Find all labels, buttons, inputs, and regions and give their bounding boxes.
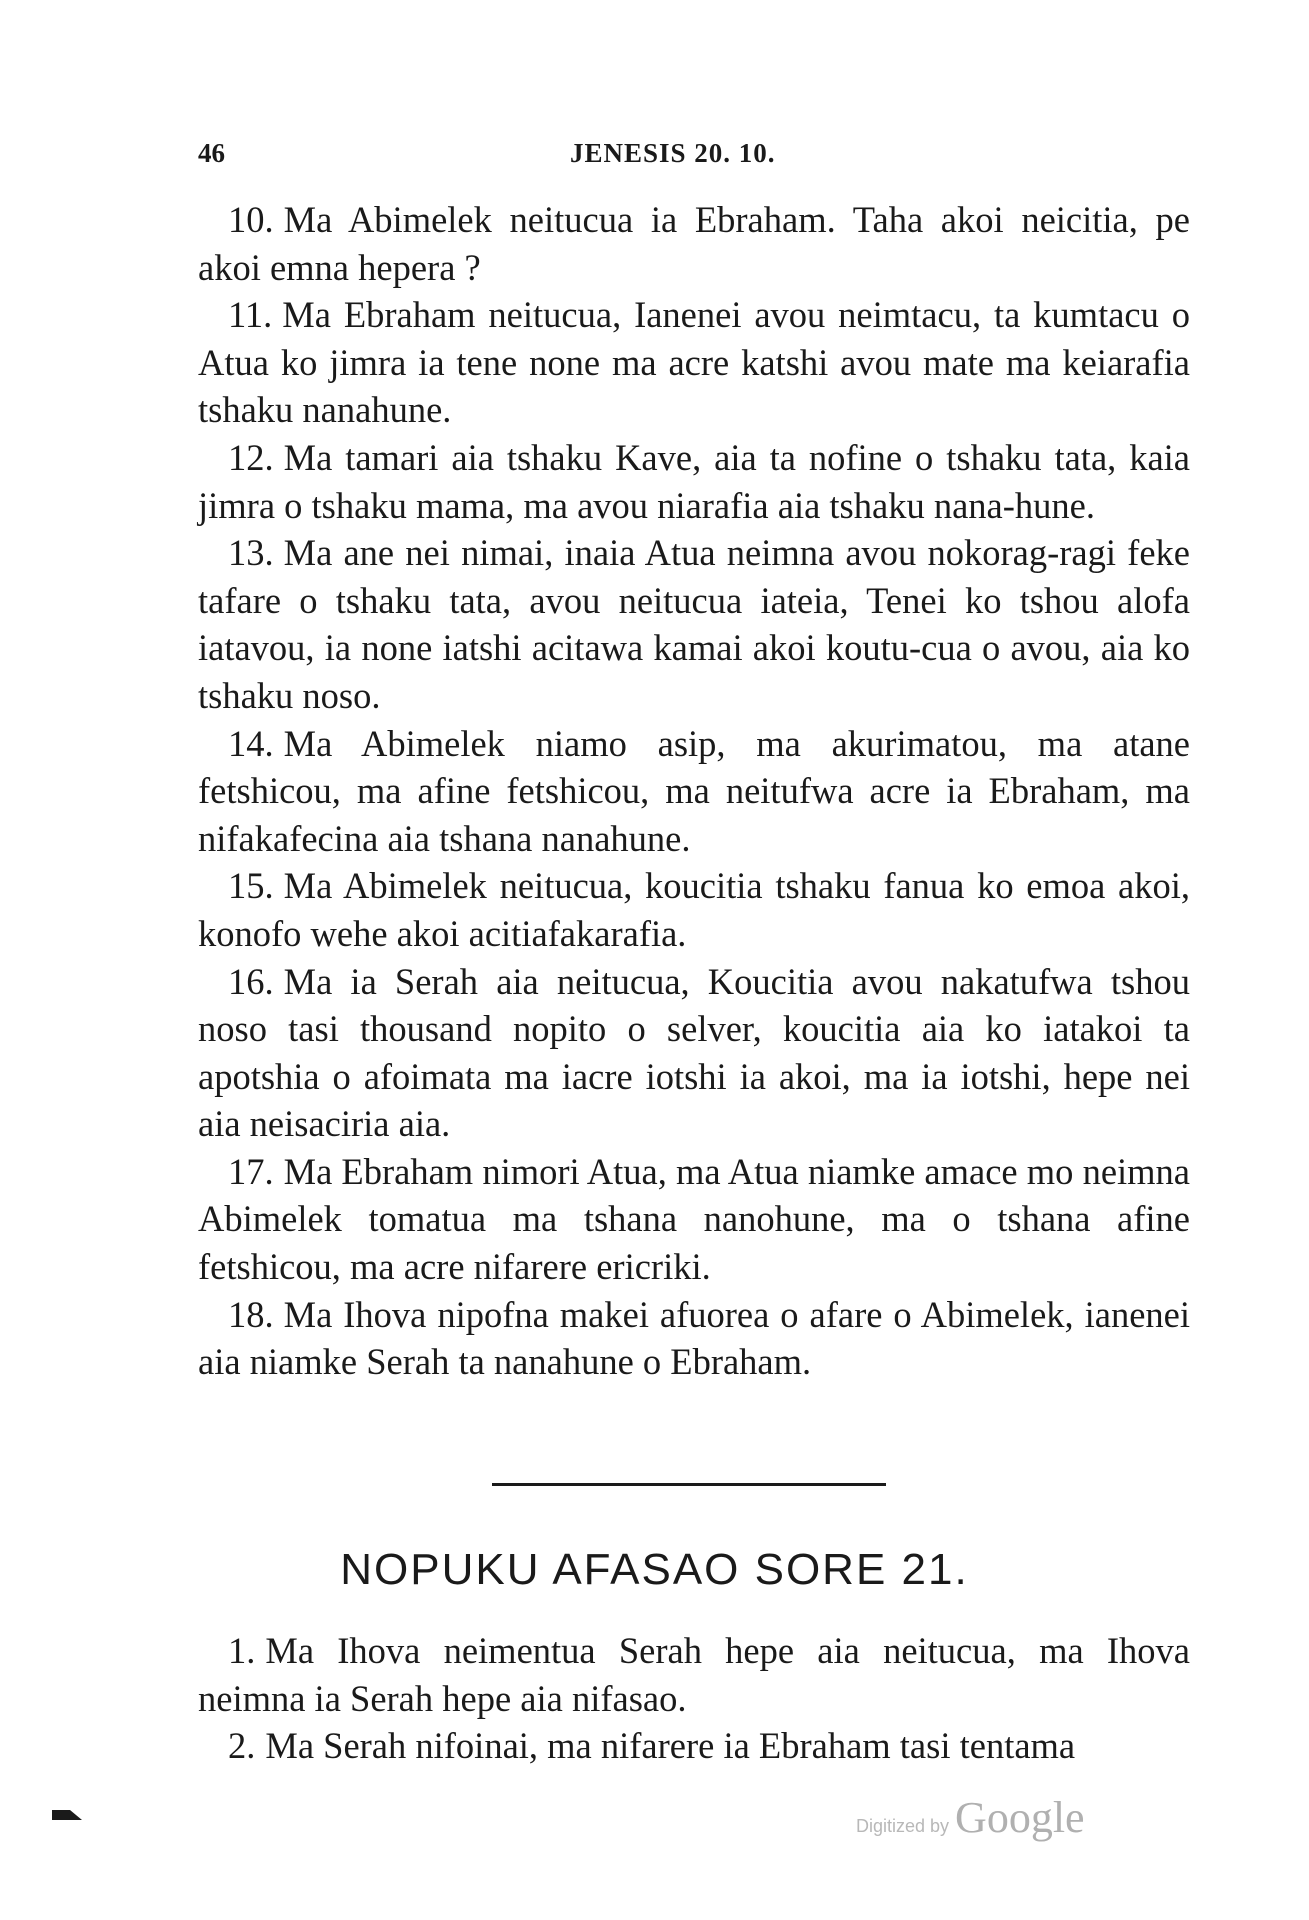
verse-number: 10. [228,199,274,240]
verse-14 [198,720,1190,863]
verse-number: 14. [228,722,274,764]
verse-2 [198,1722,1190,1770]
verse-text: Ma ane nei nimai, inaia Atua neimna avou nokorag-ragi feke tafare o tshaku tata, avou neitucua iateia, Tenei ko tshou alofa iatavou, ia none iatshi acitawa kamai akoi koutu-cua o avou, aia ko tshaku noso. [198,532,1190,716]
watermark-brand: Google [955,1793,1085,1842]
scan-corner-mark-icon [52,1806,86,1826]
verse-number: 15. [228,865,274,907]
verse-17 [198,1148,1190,1291]
verse-1 [198,1627,1190,1722]
verse-number: 17. [228,1150,274,1192]
verse-13 [198,529,1190,719]
verse-number: 1. [228,1630,256,1671]
section-divider [492,1483,886,1486]
verse-number: 18. [228,1293,274,1335]
verse-16 [198,958,1190,1148]
chapter-21-text [198,1627,1190,1770]
watermark-prefix: Digitized by [856,1816,950,1836]
verse-text: Ma Serah nifoinai, ma nifarere ia Ebraham tasi tentama [265,1725,1076,1767]
chapter-20-text [198,196,1190,1386]
verse-text: Ma Ihova neimentua Serah hepe aia neitucua, ma Ihova neimna ia Serah hepe aia nifasao. [198,1630,1190,1719]
verse-number: 13. [228,532,274,574]
verse-text: Ma Abimelek neitucua ia Ebraham. Taha akoi neicitia, pe akoi emna hepera ? [198,199,1190,288]
verse-11 [198,291,1190,434]
chapter-heading: NOPUKU AFASAO SORE 21. [340,1545,969,1594]
page-number: 46 [198,138,225,168]
verse-text: Ma Ebraham neitucua, Ianenei avou neimtacu, ta kumtacu o Atua ko jimra ia tene none ma acre katshi avou mate ma keiarafia tshaku nanahune. [198,294,1190,431]
running-head: JENESIS 20. 10. [570,138,776,168]
verse-15 [198,862,1190,957]
verse-number: 2. [228,1725,256,1767]
verse-10 [198,196,1190,291]
verse-18 [198,1291,1190,1386]
verse-text: Ma Ebraham nimori Atua, ma Atua niamke amace mo neimna Abimelek tomatua ma tshana nanohune, ma o tshana afine fetshicou, ma acre nifarere ericriki. [198,1150,1190,1288]
verse-text: Ma Abimelek niamo asip, ma akurimatou, ma atane fetshicou, ma afine fetshicou, ma neitufwa acre ia Ebraham, ma nifakafecina aia tshana nanahune. [198,722,1190,859]
page-header [198,138,1198,174]
verse-12 [198,434,1190,529]
verse-text: Ma ia Serah aia neitucua, Koucitia avou nakatufwa tshou noso tasi thousand nopito o selver, koucitia aia ko iatakoi ta apotshia o afoimata ma iacre iotshi ia akoi, ma ia iotshi, hepe nei aia neisaciria aia. [198,960,1190,1145]
verse-text: Ma tamari aia tshaku Kave, aia ta nofine o tshaku tata, kaia jimra o tshaku mama, ma avou niarafia aia tshaku nana-hune. [198,436,1190,526]
verse-text: Ma Abimelek neitucua, koucitia tshaku fanua ko emoa akoi, konofo wehe akoi acitiafakarafia. [198,865,1190,954]
verse-text: Ma Ihova nipofna makei afuorea o afare o Abimelek, ianenei aia niamke Serah ta nanahune o Ebraham. [198,1293,1190,1383]
verse-number: 16. [228,960,274,1002]
verse-number: 11. [228,294,273,336]
verse-number: 12. [228,436,274,478]
digitization-watermark [856,1792,1085,1843]
